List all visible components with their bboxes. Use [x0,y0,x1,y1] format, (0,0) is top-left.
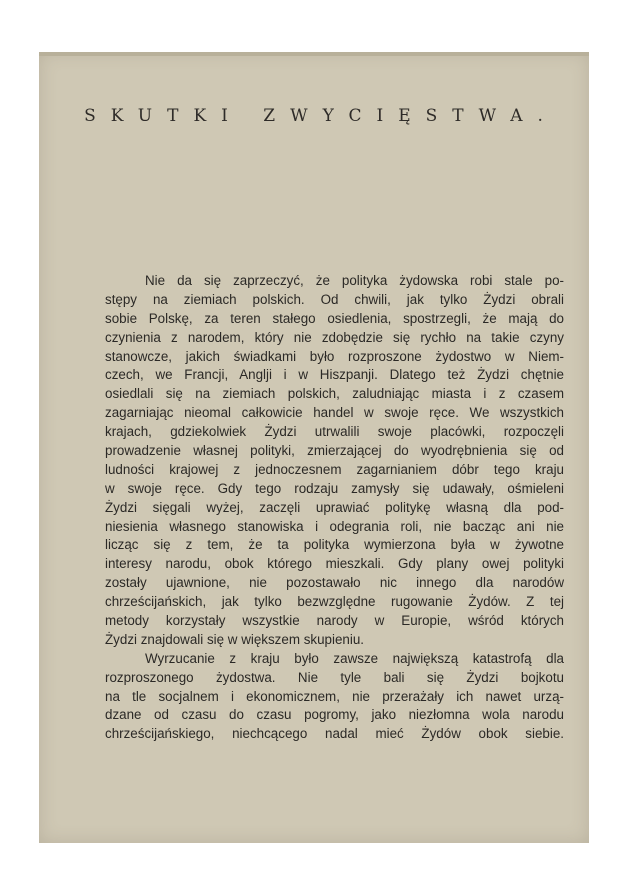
page-edge [39,52,589,56]
text-line: zagarniając nieomal całkowicie handel w swoje ręce. We wszystkich [105,405,564,421]
text-line: osiedlali się na ziemiach polskich, zaludniając miasta i z czasem [105,386,564,402]
text-line: ludności krajowej z jednoczesnem zagarnianiem dóbr tego kraju [105,461,564,477]
text-line: chrześcijańskich, jak tylko bezwzględne rugowanie Żydów. Z tej [105,594,564,610]
chapter-title: SKUTKI ZWYCIĘSTWA. [84,106,558,126]
text-line: czynienia z narodem, który nie zdobędzie się rychło na takie czyny [105,329,564,345]
text-line: Żydzi znajdowali się w większem skupieniu. [105,631,364,647]
text-line: zostały ujawnione, nie pozostawało nic innego dla narodów [105,575,564,591]
text-line: sobie Polskę, za teren stałego osiedlenia, spostrzegli, że mają do [105,310,564,326]
book-page [39,52,589,843]
text-line: Nie da się zaprzeczyć, że polityka żydowska robi stale po- [145,273,564,288]
text-line: Wyrzucanie z kraju było zawsze największą katastrofą dla [145,650,564,666]
text-line: prowadzenie własnej polityki, zmierzającej do wyodrębnienia się od [105,443,564,459]
text-line: Żydzi sięgali wyżej, zaczęli uprawiać politykę własną dla pod- [105,499,564,515]
body-text [105,272,564,744]
text-line: krajach, gdziekolwiek Żydzi utrwalili swoje placówki, rozpoczęli [105,424,564,440]
text-line: czech, we Francji, Anglji i w Hiszpanji. Dlatego też Żydzi chętnie [105,367,564,383]
text-line: niesienia własnego stanowiska i odegrania roli, nie bacząc ani nie [105,518,564,534]
text-line: chrześcijańskiego, niechcącego nadal mieć Żydów obok siebie. [105,726,564,742]
text-line: w swoje ręce. Gdy tego rodzaju zamysły się udawały, ośmieleni [105,480,564,496]
text-line: interesy narodu, obok którego mieszkali. Gdy plany owej polityki [105,556,564,572]
text-line: licząc się z tem, że ta polityka wymierzona była w żywotne [105,537,564,553]
text-line: na tle socjalnem i ekonomicznem, nie przerażały ich nawet urzą- [105,688,564,704]
text-line: stanowcze, jakich świadkami było rozproszone żydostwo w Niem- [105,348,564,364]
text-line: dzane od czasu do czasu pogromy, jako niezłomna wola narodu [105,707,564,723]
text-line: metody korzystały wszystkie narody w Europie, wśród których [105,613,564,629]
text-line: stępy na ziemiach polskich. Od chwili, jak tylko Żydzi obrali [105,291,564,307]
text-line: rozproszonego żydostwa. Nie tyle bali się Żydzi bojkotu [105,669,564,685]
